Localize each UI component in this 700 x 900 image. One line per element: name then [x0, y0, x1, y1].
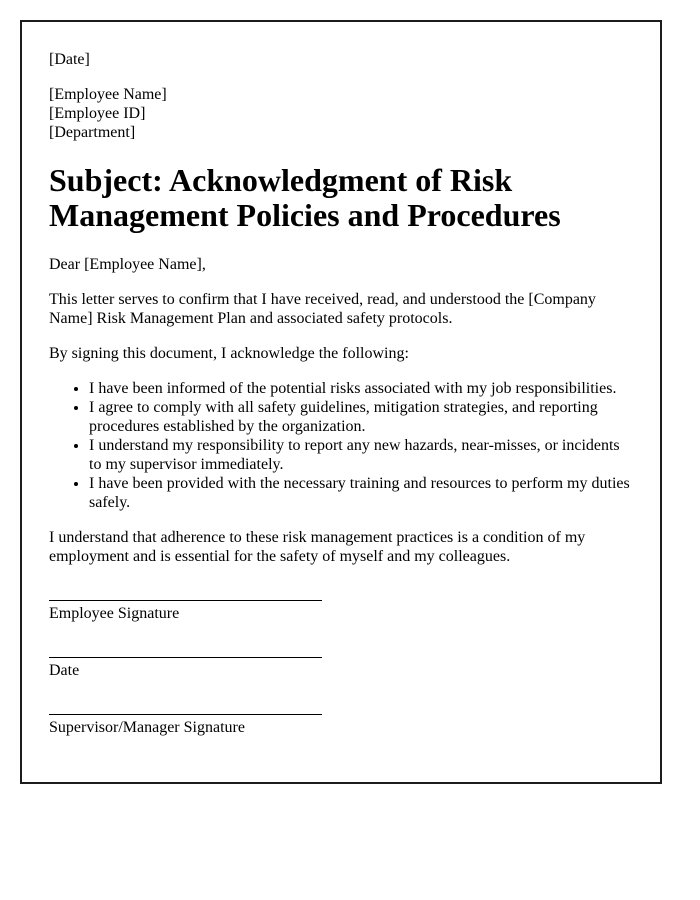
acknowledgment-list	[49, 379, 634, 512]
date-signature-line	[49, 657, 322, 658]
date-signature-label: Date	[49, 661, 80, 679]
supervisor-signature-line	[49, 714, 322, 715]
recipient-department: [Department]	[49, 124, 136, 142]
salutation: Dear [Employee Name],	[49, 255, 206, 273]
closing-paragraph: I understand that adherence to these risk management practices is a condition of my employment and is essential for the safety of myself and my colleagues.	[49, 528, 586, 565]
employee-signature-label: Employee Signature	[49, 604, 180, 622]
list-item: • I agree to comply with all safety guidelines, mitigation strategies, and reporting procedures established by the organization.	[89, 398, 634, 436]
intro-paragraph: This letter serves to confirm that I have received, read, and understood the [Company Name] Risk Management Plan and associated safety protocols.	[49, 290, 596, 327]
recipient-id: [Employee ID]	[49, 105, 146, 123]
acknowledgment-lead: By signing this document, I acknowledge the following:	[49, 344, 409, 362]
supervisor-signature-label: Supervisor/Manager Signature	[49, 718, 245, 736]
recipient-block	[49, 85, 634, 142]
signature-block-employee	[49, 600, 634, 623]
subject-heading: Subject: Acknowledgment of Risk Management Policies and Procedures	[49, 162, 561, 234]
letter-page	[20, 20, 662, 784]
list-item: • I have been provided with the necessary training and resources to perform my duties safely.	[89, 474, 634, 512]
signature-block-supervisor	[49, 714, 634, 737]
list-item: • I understand my responsibility to report any new hazards, near-misses, or incidents to my supervisor immediately.	[89, 436, 634, 474]
list-item: • I have been informed of the potential risks associated with my job responsibilities.	[89, 379, 634, 398]
recipient-name: [Employee Name]	[49, 86, 167, 104]
signature-block-date	[49, 657, 634, 680]
employee-signature-line	[49, 600, 322, 601]
date-placeholder: [Date]	[49, 51, 90, 68]
